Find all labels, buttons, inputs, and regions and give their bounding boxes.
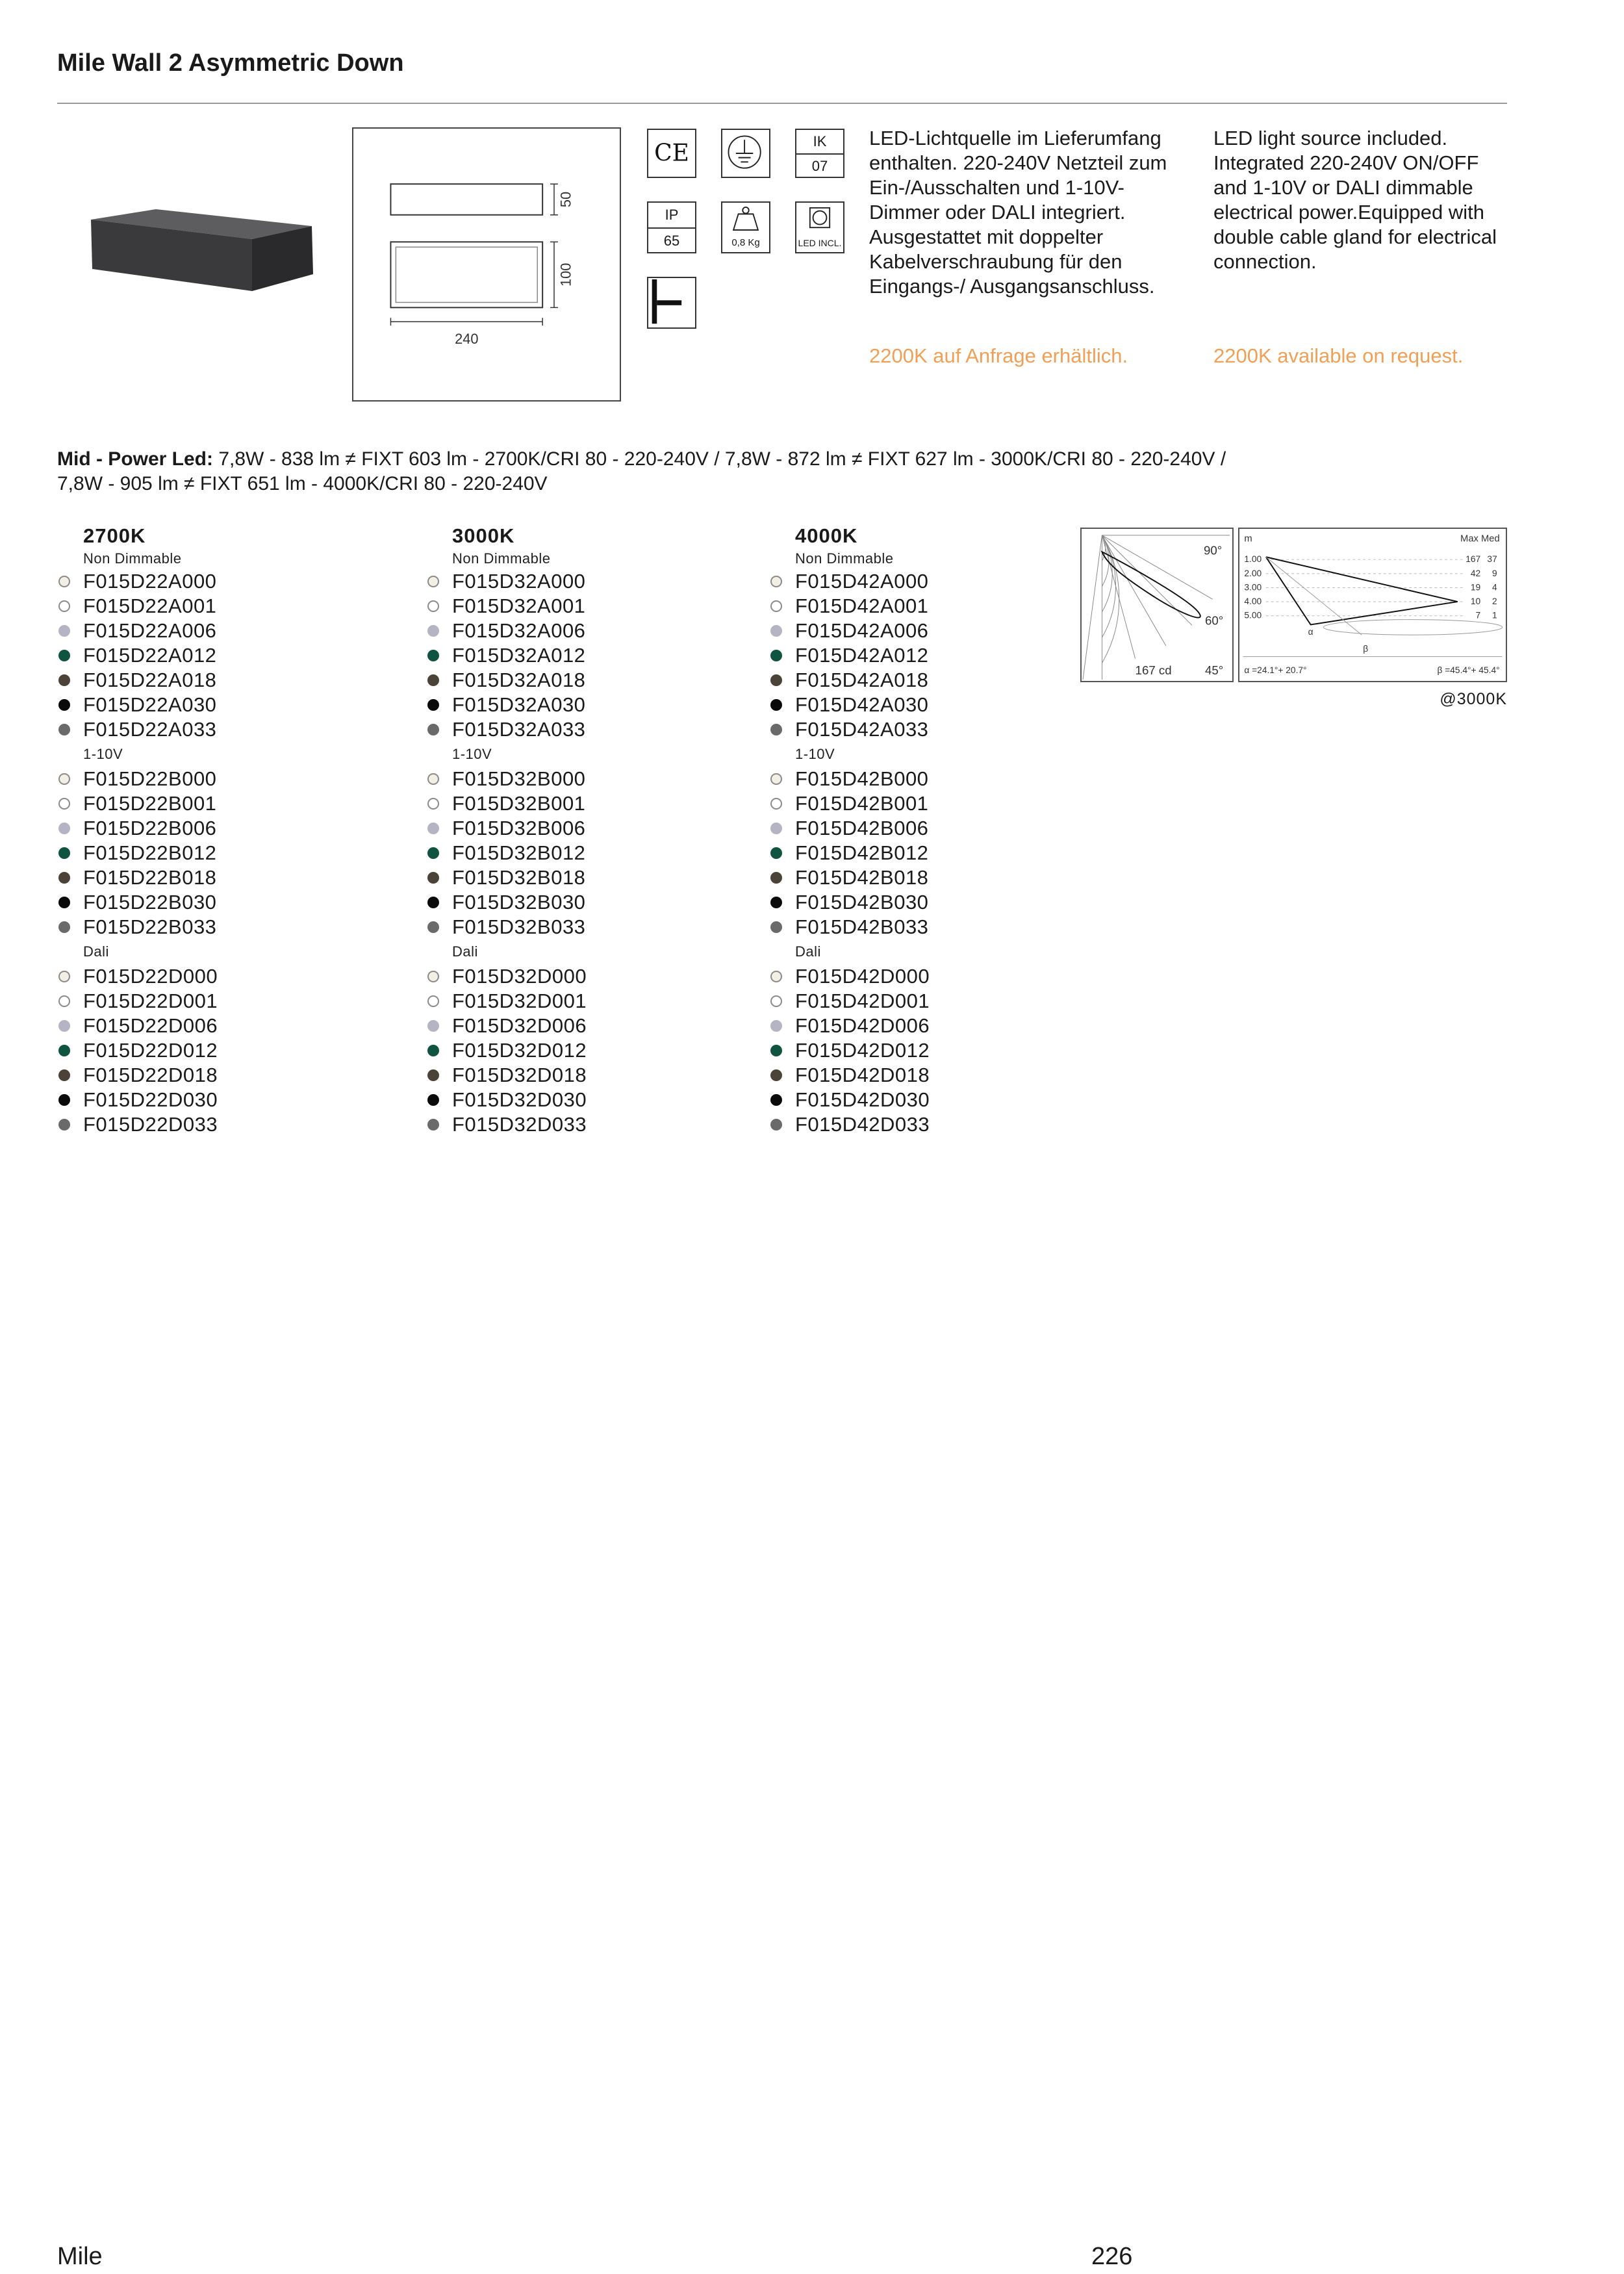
ce-mark-icon: [647, 129, 696, 178]
product-code: F015D32B012: [452, 841, 586, 864]
product-code: F015D22B012: [83, 841, 217, 864]
led-included-icon: [795, 201, 844, 253]
product-code-row: [57, 791, 382, 816]
product-code-row: [57, 1014, 382, 1038]
finish-swatch-icon: [770, 1094, 782, 1106]
dim-middle-label: 100: [557, 262, 574, 287]
iso-max-4: 10: [1470, 596, 1481, 607]
product-code: F015D42B001: [795, 792, 929, 815]
product-code: F015D32D018: [452, 1064, 587, 1086]
product-code-row: [769, 619, 1094, 643]
product-code: F015D42A030: [795, 693, 929, 716]
finish-swatch-icon: [770, 699, 782, 711]
finish-swatch-icon: [58, 600, 70, 612]
finish-swatch-icon: [427, 921, 439, 933]
column-3000k: [426, 524, 751, 1137]
product-code: F015D22B018: [83, 866, 217, 889]
group-label: 1-10V: [452, 746, 492, 762]
product-code-row: [426, 717, 751, 742]
alpha-label: α =24.1°+ 20.7°: [1244, 665, 1307, 676]
product-code: F015D22D006: [83, 1014, 218, 1037]
product-code-row: [57, 915, 382, 939]
product-code: F015D32B033: [452, 915, 586, 938]
product-code: F015D22B000: [83, 767, 217, 790]
finish-swatch-icon: [58, 798, 70, 810]
product-code: F015D22B006: [83, 817, 217, 839]
product-code: F015D22B030: [83, 891, 217, 913]
power-label: Mid - Power Led:: [57, 448, 213, 470]
product-code-row: [426, 964, 751, 989]
group-label: Non Dimmable: [795, 550, 894, 567]
product-code: F015D22A001: [83, 594, 217, 617]
finish-swatch-icon: [58, 1094, 70, 1106]
product-code-row: [57, 767, 382, 791]
product-code: F015D32A000: [452, 570, 586, 593]
polar-45-label: 45°: [1205, 663, 1224, 678]
finish-swatch-icon: [770, 847, 782, 859]
finish-swatch-icon: [770, 872, 782, 884]
product-code-row: [426, 865, 751, 890]
product-code-row: [769, 865, 1094, 890]
product-code: F015D32A018: [452, 669, 586, 691]
product-code: F015D32B030: [452, 891, 586, 913]
product-code: F015D42A018: [795, 669, 929, 691]
finish-swatch-icon: [770, 1045, 782, 1056]
photometry-note: @3000K: [1440, 690, 1507, 708]
iso-med-5: 1: [1492, 610, 1497, 620]
finish-swatch-icon: [427, 823, 439, 834]
finish-swatch-icon: [427, 971, 439, 982]
product-code-row: [769, 816, 1094, 841]
finish-swatch-icon: [770, 576, 782, 587]
column-4000k: [769, 524, 1094, 1137]
product-code-row: [426, 989, 751, 1014]
product-code-row: [426, 791, 751, 816]
ip-rating-icon: [647, 201, 696, 253]
product-code-row: [57, 1063, 382, 1088]
product-code-row: [426, 1014, 751, 1038]
group-label: Non Dimmable: [452, 550, 551, 567]
iso-m-3: 3.00: [1244, 582, 1262, 593]
finish-swatch-icon: [770, 971, 782, 982]
product-code: F015D42B018: [795, 866, 929, 889]
product-code: F015D32A006: [452, 619, 586, 642]
description-de: LED-Lichtquelle im Lieferumfang enthalten. 220-240V Netzteil zum Ein-/Ausschalten und 1-10V-Dimmer oder DALI integriert. Ausgestattet mit doppelter Kabelverschraubung für den Eingangs-/ Ausgangsanschluss.: [869, 127, 1167, 298]
weight-label: 0,8 Kg: [731, 237, 760, 248]
footer-series: Mile: [57, 2243, 103, 2270]
product-code: F015D32D001: [452, 990, 587, 1012]
product-code: F015D42D006: [795, 1014, 930, 1037]
iso-m-5: 5.00: [1244, 610, 1262, 620]
finish-swatch-icon: [58, 1020, 70, 1032]
polar-60-label: 60°: [1205, 613, 1224, 628]
product-code-row: [769, 767, 1094, 791]
product-code-row: [426, 1063, 751, 1088]
ce-text: CE: [654, 140, 689, 167]
product-code-row: [769, 668, 1094, 693]
column-2700k: [57, 524, 382, 1137]
finish-swatch-icon: [58, 897, 70, 908]
product-code: F015D32D006: [452, 1014, 587, 1037]
polar-diagram: [1080, 528, 1234, 682]
finish-swatch-icon: [427, 576, 439, 587]
isolux-diagram: [1238, 528, 1507, 682]
product-code-row: [57, 964, 382, 989]
product-code-row: [426, 693, 751, 717]
product-code: F015D42B012: [795, 841, 929, 864]
product-code-row: [57, 841, 382, 865]
product-code: F015D42B033: [795, 915, 929, 938]
product-code-row: [769, 915, 1094, 939]
led-incl-label: LED INCL.: [798, 238, 842, 248]
product-code: F015D22D030: [83, 1088, 218, 1111]
finish-swatch-icon: [770, 798, 782, 810]
product-code: F015D32D030: [452, 1088, 587, 1111]
iso-med-4: 2: [1492, 596, 1497, 607]
finish-swatch-icon: [770, 674, 782, 686]
product-code-row: [57, 1088, 382, 1112]
product-code: F015D22D012: [83, 1039, 218, 1062]
finish-swatch-icon: [427, 1020, 439, 1032]
product-code-row: [426, 890, 751, 915]
wall-mount-icon: [647, 277, 696, 329]
product-code-row: [426, 816, 751, 841]
power-text: 7,8W - 838 lm ≠ FIXT 603 lm - 2700K/CRI 80 - 220-240V / 7,8W - 872 lm ≠ FIXT 627 lm - 3000K/CRI 80 - 220-240V /: [218, 448, 1226, 470]
group-label: Dali: [452, 943, 478, 960]
power-spec: [57, 447, 1519, 496]
finish-swatch-icon: [58, 1119, 70, 1131]
product-code-row: [769, 964, 1094, 989]
product-code: F015D42A006: [795, 619, 929, 642]
product-code-row: [769, 569, 1094, 594]
finish-swatch-icon: [427, 699, 439, 711]
finish-swatch-icon: [427, 650, 439, 661]
product-code-row: [769, 643, 1094, 668]
finish-swatch-icon: [58, 872, 70, 884]
product-code: F015D42D001: [795, 990, 930, 1012]
finish-swatch-icon: [427, 798, 439, 810]
product-code-row: [769, 693, 1094, 717]
product-code-row: [57, 989, 382, 1014]
product-code-row: [769, 1038, 1094, 1063]
column-header: 3000K: [452, 524, 515, 547]
iso-header-label: Max Med: [1460, 533, 1500, 544]
product-code-row: [57, 619, 382, 643]
group-label: 1-10V: [83, 746, 123, 762]
product-code: F015D22D018: [83, 1064, 218, 1086]
product-code-row: [769, 594, 1094, 619]
finish-swatch-icon: [770, 724, 782, 735]
product-code: F015D42A001: [795, 594, 929, 617]
finish-swatch-icon: [58, 625, 70, 637]
product-code-row: [426, 569, 751, 594]
product-code: F015D22A030: [83, 693, 217, 716]
finish-swatch-icon: [770, 625, 782, 637]
product-code-row: [426, 619, 751, 643]
product-code: F015D32A033: [452, 718, 586, 741]
product-code: F015D32B018: [452, 866, 586, 889]
product-code: F015D42A012: [795, 644, 929, 667]
dim-width-label: 240: [455, 330, 479, 347]
ground-icon: [721, 129, 770, 178]
product-code: F015D32A030: [452, 693, 586, 716]
product-code-row: [57, 890, 382, 915]
product-code: F015D32D033: [452, 1113, 587, 1136]
finish-swatch-icon: [58, 699, 70, 711]
product-code: F015D42D012: [795, 1039, 930, 1062]
iso-max-1: 167: [1465, 554, 1481, 565]
product-code: F015D32D012: [452, 1039, 587, 1062]
finish-swatch-icon: [427, 1119, 439, 1131]
iso-max-5: 7: [1475, 610, 1481, 620]
iso-med-2: 9: [1492, 568, 1497, 578]
note-en: 2200K available on request.: [1213, 344, 1464, 367]
dim-top-label: 50: [557, 191, 574, 208]
product-code-row: [426, 841, 751, 865]
page-title: Mile Wall 2 Asymmetric Down: [57, 49, 404, 77]
product-code: F015D42D000: [795, 965, 930, 988]
polar-90-label: 90°: [1204, 543, 1223, 557]
product-code-row: [426, 1038, 751, 1063]
iso-m-label: m: [1244, 533, 1252, 544]
finish-swatch-icon: [427, 600, 439, 612]
ip-label: IP: [648, 203, 695, 229]
product-code: F015D42D030: [795, 1088, 930, 1111]
group-label: 1-10V: [795, 746, 835, 762]
polar-cd-label: 167 cd: [1135, 663, 1172, 678]
finish-swatch-icon: [770, 1069, 782, 1081]
beta-mark: β: [1363, 643, 1369, 654]
product-code: F015D42B006: [795, 817, 929, 839]
product-code-row: [57, 594, 382, 619]
product-code-row: [769, 1088, 1094, 1112]
finish-swatch-icon: [427, 773, 439, 785]
beta-label: β =45.4°+ 45.4°: [1437, 665, 1500, 676]
product-code: F015D32A001: [452, 594, 586, 617]
product-code-row: [57, 717, 382, 742]
iso-max-2: 42: [1470, 568, 1481, 578]
finish-swatch-icon: [58, 1069, 70, 1081]
product-code-row: [57, 569, 382, 594]
group-label: Dali: [795, 943, 821, 960]
description-en: LED light source included. Integrated 220-240V ON/OFF and 1-10V or DALI dimmable electrical power.Equipped with double cable gland for electrical connection.: [1213, 127, 1497, 273]
product-code: F015D22A018: [83, 669, 217, 691]
finish-swatch-icon: [58, 971, 70, 982]
ik-value: 07: [811, 158, 828, 174]
column-header: 4000K: [795, 524, 858, 547]
product-code-row: [769, 717, 1094, 742]
finish-swatch-icon: [58, 674, 70, 686]
finish-swatch-icon: [58, 823, 70, 834]
product-code: F015D22D001: [83, 990, 218, 1012]
page-number: 226: [1091, 2243, 1133, 2270]
finish-swatch-icon: [770, 1020, 782, 1032]
finish-swatch-icon: [427, 897, 439, 908]
finish-swatch-icon: [427, 625, 439, 637]
finish-swatch-icon: [770, 1119, 782, 1131]
finish-swatch-icon: [427, 724, 439, 735]
ip-value: 65: [663, 233, 680, 249]
group-label: Non Dimmable: [83, 550, 182, 567]
iso-max-3: 19: [1470, 582, 1481, 593]
finish-swatch-icon: [58, 724, 70, 735]
iso-m-2: 2.00: [1244, 568, 1262, 578]
product-code: F015D42D018: [795, 1064, 930, 1086]
power-text-2: 7,8W - 905 lm ≠ FIXT 651 lm - 4000K/CRI 80 - 220-240V: [57, 473, 548, 494]
product-code: F015D22A006: [83, 619, 217, 642]
product-code-row: [769, 1112, 1094, 1137]
product-code-row: [426, 767, 751, 791]
product-code-row: [57, 1038, 382, 1063]
product-code-row: [769, 890, 1094, 915]
finish-swatch-icon: [58, 921, 70, 933]
finish-swatch-icon: [427, 1045, 439, 1056]
finish-swatch-icon: [770, 995, 782, 1007]
iso-med-1: 37: [1487, 554, 1497, 565]
product-code: F015D42B030: [795, 891, 929, 913]
finish-swatch-icon: [58, 1045, 70, 1056]
product-code-row: [426, 594, 751, 619]
product-code-row: [426, 1088, 751, 1112]
finish-swatch-icon: [770, 650, 782, 661]
group-label: Dali: [83, 943, 109, 960]
finish-swatch-icon: [58, 847, 70, 859]
title-divider: [57, 103, 1507, 104]
product-code-row: [426, 1112, 751, 1137]
product-code: F015D32B000: [452, 767, 586, 790]
product-code: F015D42B000: [795, 767, 929, 790]
product-code: F015D22A000: [83, 570, 217, 593]
product-code-row: [426, 668, 751, 693]
finish-swatch-icon: [58, 773, 70, 785]
product-code: F015D32D000: [452, 965, 587, 988]
product-code: F015D22D000: [83, 965, 218, 988]
product-code-row: [769, 1014, 1094, 1038]
iso-med-3: 4: [1492, 582, 1497, 593]
finish-swatch-icon: [427, 995, 439, 1007]
product-code-row: [57, 693, 382, 717]
product-code: F015D42A033: [795, 718, 929, 741]
finish-swatch-icon: [770, 921, 782, 933]
product-code: F015D22B033: [83, 915, 217, 938]
column-header: 2700K: [83, 524, 146, 547]
product-code-row: [769, 841, 1094, 865]
product-code: F015D42A000: [795, 570, 929, 593]
finish-swatch-icon: [427, 872, 439, 884]
product-code-row: [769, 1063, 1094, 1088]
technical-drawing: [352, 127, 621, 402]
ik-rating-icon: [795, 129, 844, 178]
finish-swatch-icon: [427, 1069, 439, 1081]
product-code-row: [57, 668, 382, 693]
product-code-row: [426, 643, 751, 668]
finish-swatch-icon: [770, 897, 782, 908]
product-code: F015D22A033: [83, 718, 217, 741]
product-code: F015D32A012: [452, 644, 586, 667]
product-code: F015D32B006: [452, 817, 586, 839]
product-code: F015D22D033: [83, 1113, 218, 1136]
product-code: F015D32B001: [452, 792, 586, 815]
product-code-row: [57, 1112, 382, 1137]
iso-m-4: 4.00: [1244, 596, 1262, 607]
iso-m-1: 1.00: [1244, 554, 1262, 565]
finish-swatch-icon: [427, 1094, 439, 1106]
product-code: F015D22B001: [83, 792, 217, 815]
finish-swatch-icon: [58, 650, 70, 661]
product-code: F015D42D033: [795, 1113, 930, 1136]
weight-icon: [721, 201, 770, 253]
product-code-row: [57, 865, 382, 890]
product-code-row: [769, 791, 1094, 816]
product-code-row: [57, 643, 382, 668]
finish-swatch-icon: [58, 995, 70, 1007]
product-code-row: [57, 816, 382, 841]
finish-swatch-icon: [427, 674, 439, 686]
ik-label: IK: [796, 130, 843, 155]
product-code: F015D22A012: [83, 644, 217, 667]
finish-swatch-icon: [770, 773, 782, 785]
note-de: 2200K auf Anfrage erhältlich.: [869, 344, 1128, 367]
finish-swatch-icon: [770, 600, 782, 612]
product-image: [84, 201, 318, 299]
alpha-mark: α: [1308, 627, 1313, 637]
product-code-row: [769, 989, 1094, 1014]
product-code-row: [426, 915, 751, 939]
finish-swatch-icon: [770, 823, 782, 834]
finish-swatch-icon: [427, 847, 439, 859]
finish-swatch-icon: [58, 576, 70, 587]
